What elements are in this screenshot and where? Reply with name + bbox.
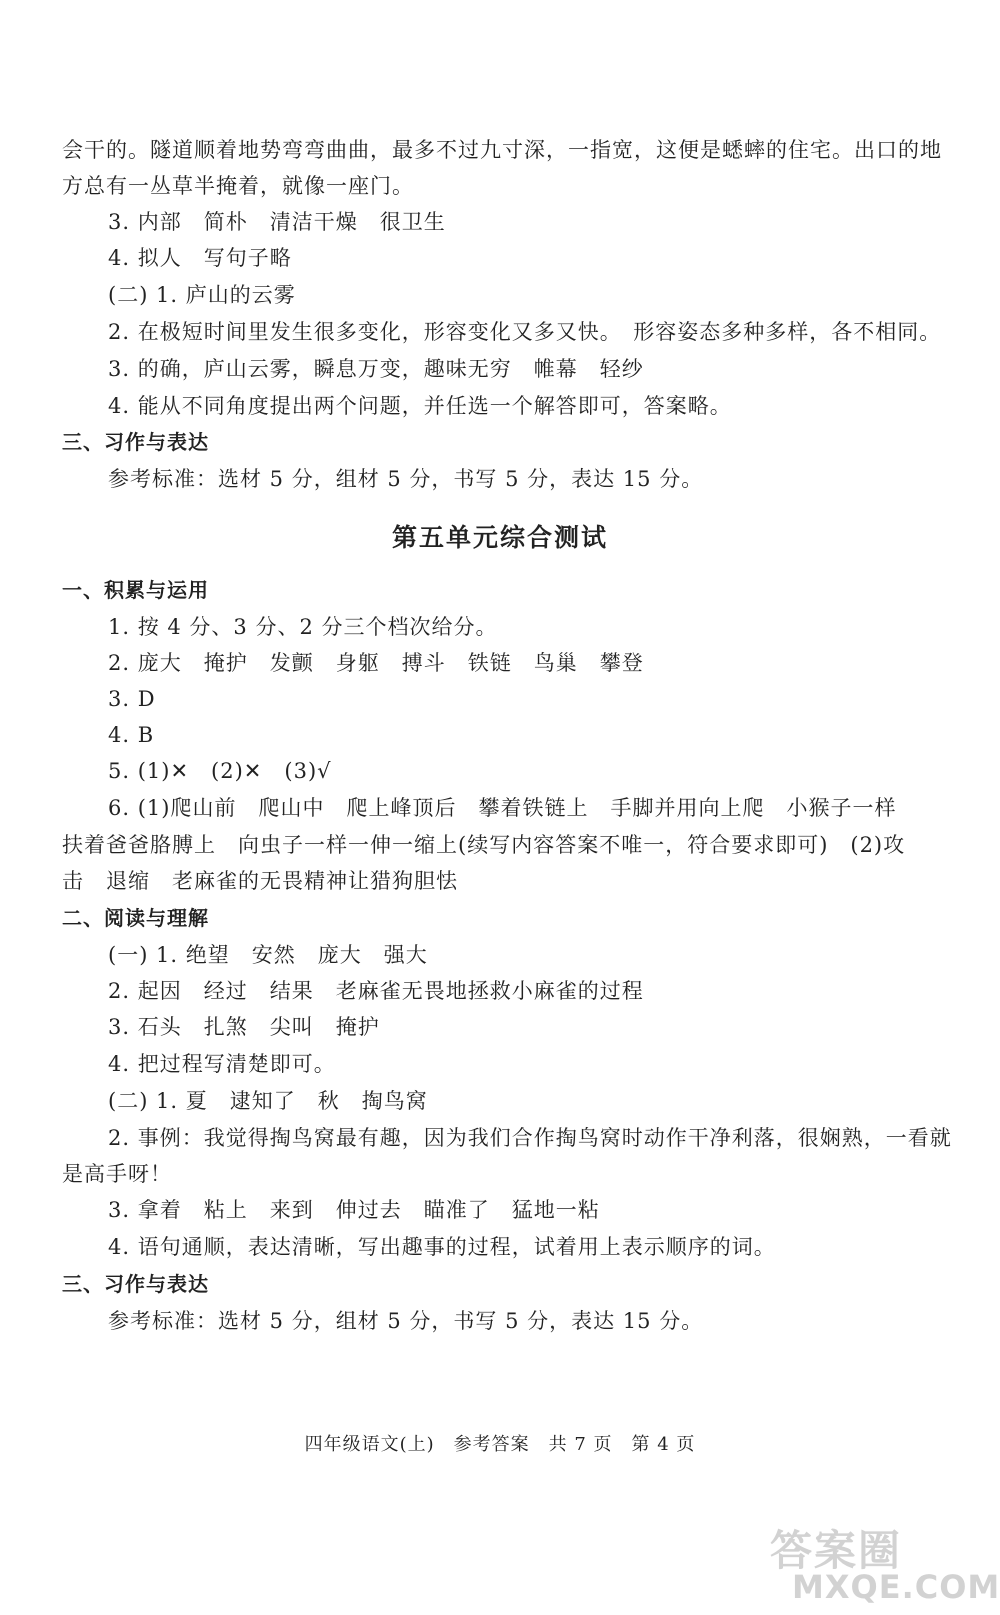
answer-item: (一) 1. 绝望 安然 庞大 强大 — [108, 943, 428, 967]
answer-item: 5. (1)✕ (2)✕ (3)√ — [108, 759, 332, 783]
answer-item: 参考标准：选材 5 分，组材 5 分，书写 5 分，表达 15 分。 — [108, 467, 704, 491]
text-line: 会干的。隧道顺着地势弯弯曲曲，最多不过九寸深，一指宽，这便是蟋蟀的住宅。出口的地 — [62, 138, 942, 162]
section-heading: 三、习作与表达 — [62, 1272, 209, 1296]
answer-item: 2. 庞大 掩护 发颤 身躯 搏斗 铁链 鸟巢 攀登 — [108, 651, 644, 675]
page-footer: 四年级语文(上) 参考答案 共 7 页 第 4 页 — [304, 1434, 696, 1455]
unit-title: 第五单元综合测试 — [391, 523, 608, 552]
answer-item: (二) 1. 庐山的云雾 — [108, 283, 296, 307]
answer-item: 3. 石头 扎煞 尖叫 掩护 — [108, 1015, 380, 1039]
watermark-text-top: 答案圈 — [770, 1526, 903, 1575]
answer-item: 4. 把过程写清楚即可。 — [108, 1052, 336, 1076]
answer-item: 2. 事例：我觉得掏鸟窝最有趣，因为我们合作掏鸟窝时动作干净利落，很娴熟，一看就 — [108, 1126, 952, 1150]
text-line: 方总有一丛草半掩着，就像一座门。 — [62, 174, 414, 198]
answer-item: 4. 能从不同角度提出两个问题，并任选一个解答即可，答案略。 — [108, 394, 732, 418]
answer-item: 3. 内部 简朴 清洁干燥 很卫生 — [108, 210, 446, 234]
answer-item: 4. 拟人 写句子略 — [108, 246, 292, 270]
section-heading: 一、积累与运用 — [62, 578, 209, 602]
text-line: 是高手呀！ — [62, 1162, 172, 1186]
answer-item: 2. 起因 经过 结果 老麻雀无畏地拯救小麻雀的过程 — [108, 979, 644, 1003]
answer-item: 3. 拿着 粘上 来到 伸过去 瞄准了 猛地一粘 — [108, 1198, 600, 1222]
answer-item: 3. D — [108, 687, 156, 711]
answer-item: 1. 按 4 分、3 分、2 分三个档次给分。 — [108, 615, 498, 639]
watermark-logo — [770, 1518, 1000, 1606]
answer-item: (二) 1. 夏 逮知了 秋 掏鸟窝 — [108, 1089, 428, 1113]
answer-item: 参考标准：选材 5 分，组材 5 分，书写 5 分，表达 15 分。 — [108, 1309, 704, 1333]
answer-item: 4. 语句通顺，表达清晰，写出趣事的过程，试着用上表示顺序的词。 — [108, 1235, 776, 1259]
answer-item: 4. B — [108, 723, 155, 747]
answer-item: 3. 的确，庐山云雾，瞬息万变，趣味无穷 帷幕 轻纱 — [108, 357, 644, 381]
answer-item: 2. 在极短时间里发生很多变化，形容变化又多又快。 形容姿态多种多样，各不相同。 — [108, 320, 942, 344]
text-line: 扶着爸爸胳膊上 向虫子一样一伸一缩上(续写内容答案不唯一，符合要求即可) (2)攻 — [62, 833, 906, 857]
section-heading: 三、习作与表达 — [62, 430, 209, 454]
watermark-text-bottom: MXQE.COM — [792, 1568, 1000, 1606]
text-line: 击 退缩 老麻雀的无畏精神让猎狗胆怯 — [62, 869, 458, 893]
section-heading: 二、阅读与理解 — [62, 906, 209, 930]
answer-item: 6. (1)爬山前 爬山中 爬上峰顶后 攀着铁链上 手脚并用向上爬 小猴子一样 — [108, 796, 897, 820]
